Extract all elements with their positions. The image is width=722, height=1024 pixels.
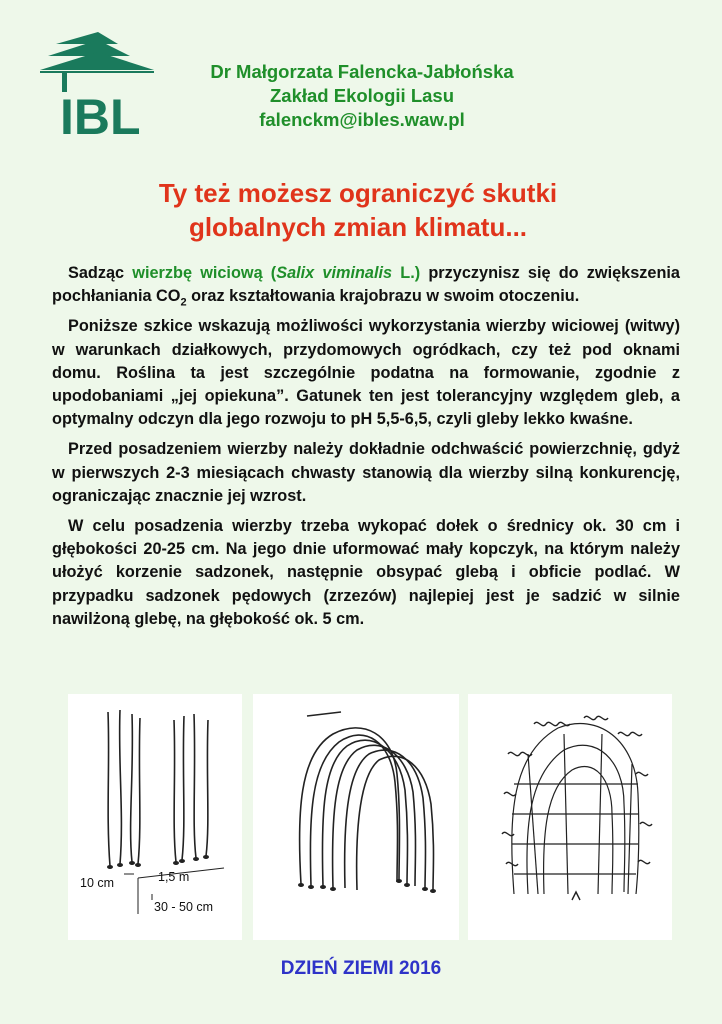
p1-text-c: oraz kształtowania krajobrazu w swoim otoczeniu. [186,287,580,306]
paragraph-3: Przed posadzeniem wierzby należy dokładnie odchwaścić powierzchnię, gdyż w pierwszych 2-3 miesiącach chwasty stanowią dla wierzby silną konkurencję, ograniczając znacznie jej wzrost. [52,440,680,505]
p1-text-a: Sadząc [68,264,133,282]
department: Zakład Ekologii Lasu [269,85,454,106]
paragraph-4: W celu posadzenia wierzby trzeba wykopać dołek o średnicy ok. 30 cm i głębokości 20-25 cm. Na jego dnie uformować mały kopczyk, na którym należy ułożyć korzenie sadzonek, następnie obsypać glebą i obficie podlać. W przypadku sadzonek pędowych (zrzezów) najlepiej jest je sadzić w silnie nawilżoną glebę, na głębokość ok. 5 cm. [52,517,680,628]
sketch-arch-frame [253,694,459,940]
sketch-leafy-arbor [468,694,672,940]
p1-species-author: L.) [392,264,421,282]
body-text [52,262,680,638]
p1-latin-name: Salix viminalis [276,264,393,282]
title-line-1: Ty też możesz ograniczyć skutki [158,178,558,208]
logo-text: IBL [60,89,141,138]
label-depth: 30 - 50 cm [154,900,214,914]
author-block [182,60,542,132]
page-title [60,176,656,244]
paragraph-2: Poniższe szkice wskazują możliwości wykorzystania wierzby wiciowej (witwy) w warunkach działkowych, przydomowych ogródkach, czy też pod oknami domu. Roślina ta jest szczególnie podatna na formowanie, zgodnie z upodobaniami „jej opiekuna”. Gatunek ten jest tolerancyjny względem gleb, a optymalny odczyn dla jego rozwoju to pH 5,5-6,5, czyli gleby lekko kwaśne. [52,317,680,429]
ibl-logo [38,30,158,138]
p1-text-b: przyczynisz się do zwiększenia pochłaniania CO [52,264,680,306]
p1-species-name: wierzbę wiciową ( [132,264,277,282]
author-name: Dr Małgorzata Falencka-Jabłońska [210,61,514,82]
sketch-planted-rods [68,694,242,940]
p1-subscript: 2 [180,296,187,309]
footer-event: DZIEŃ ZIEMI 2016 [280,958,442,979]
paragraph-1 [52,262,680,308]
email[interactable]: falenckm@ibles.waw.pl [259,109,465,130]
label-1-5m: 1,5 m [158,870,190,884]
label-10cm: 10 cm [80,876,115,890]
title-line-2: globalnych zmian klimatu... [188,212,528,242]
